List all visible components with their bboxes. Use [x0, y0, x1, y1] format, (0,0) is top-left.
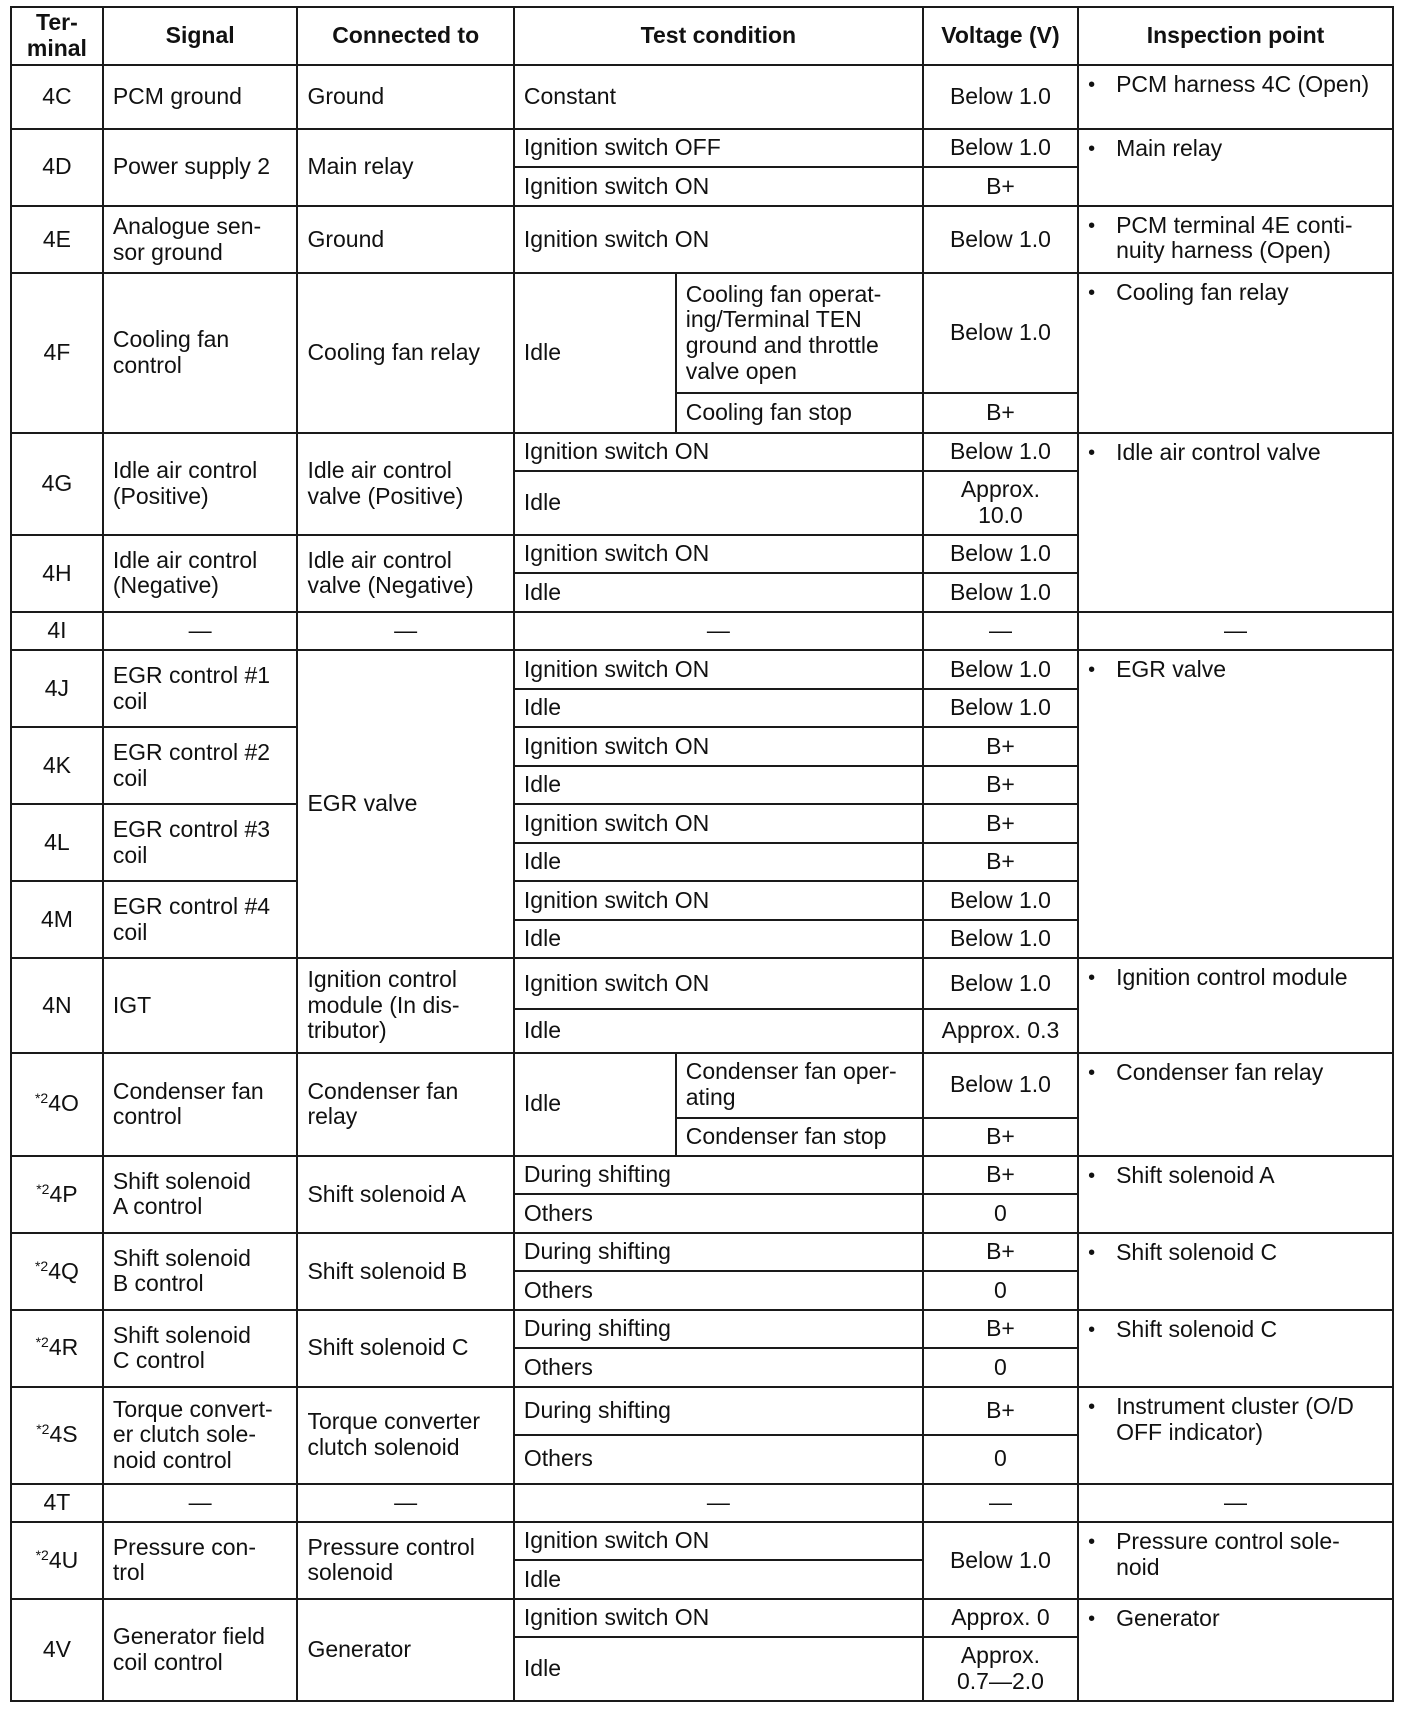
- voltage-cell: 0: [923, 1271, 1078, 1309]
- header-terminal: Ter- minal: [11, 7, 103, 65]
- signal-cell: Condenser fan control: [103, 1053, 298, 1156]
- terminal-label: 4S: [49, 1421, 78, 1448]
- header-test-condition: Test condition: [514, 7, 923, 65]
- footnote-mark: *2: [35, 1334, 49, 1351]
- condition-cell: During shifting: [514, 1233, 923, 1271]
- header-signal: Signal: [103, 7, 298, 65]
- condition-cell: Ignition switch ON: [514, 167, 923, 205]
- condition-cell: Ignition switch ON: [514, 958, 923, 1009]
- signal-cell: EGR control #2 coil: [103, 727, 298, 804]
- inspection-text: Shift solenoid C: [1116, 1238, 1278, 1265]
- signal-cell: Torque convert- er clutch sole- noid control: [103, 1387, 298, 1484]
- sub-condition-cell: Cooling fan operat- ing/Terminal TEN ground and throttle valve open: [676, 273, 923, 393]
- condition-cell: Idle: [514, 1009, 923, 1053]
- terminal-cell: 4G: [11, 433, 103, 535]
- empty-dash: —: [297, 612, 513, 650]
- table-row: [11, 433, 1393, 471]
- terminal-cell: [11, 1387, 103, 1484]
- voltage-cell: Approx. 0: [923, 1599, 1078, 1637]
- signal-cell: Cooling fan control: [103, 273, 298, 432]
- empty-dash: —: [514, 612, 923, 650]
- terminal-cell: 4N: [11, 958, 103, 1053]
- bullet-icon: •: [1088, 441, 1096, 464]
- condition-cell: Others: [514, 1194, 923, 1232]
- table-row: [11, 612, 1393, 650]
- condition-cell: Ignition switch ON: [514, 881, 923, 919]
- voltage-cell: Approx. 0.3: [923, 1009, 1078, 1053]
- bullet-icon: •: [1088, 137, 1096, 160]
- terminal-cell: 4J: [11, 650, 103, 727]
- signal-cell: PCM ground: [103, 65, 298, 129]
- table-row: [11, 129, 1393, 167]
- empty-dash: —: [923, 1484, 1078, 1522]
- condition-cell: Ignition switch ON: [514, 650, 923, 688]
- inspection-cell: [1078, 1387, 1393, 1484]
- table-row: [11, 1156, 1393, 1194]
- voltage-cell: Below 1.0: [923, 273, 1078, 393]
- table-row: [11, 1310, 1393, 1348]
- table-row: [11, 650, 1393, 688]
- signal-cell: Shift solenoid A control: [103, 1156, 298, 1233]
- condition-cell: Ignition switch ON: [514, 535, 923, 573]
- terminal-voltage-table: [10, 6, 1394, 1702]
- terminal-cell: [11, 1522, 103, 1599]
- terminal-label: 4R: [48, 1334, 79, 1361]
- inspection-text: Pressure control sole- noid: [1116, 1528, 1340, 1580]
- terminal-cell: 4V: [11, 1599, 103, 1701]
- voltage-cell: Below 1.0: [923, 881, 1078, 919]
- condition-cell: Others: [514, 1271, 923, 1309]
- bullet-icon: •: [1088, 282, 1096, 305]
- voltage-cell: Approx. 10.0: [923, 471, 1078, 535]
- connected-cell: Ground: [297, 206, 513, 274]
- voltage-cell: Below 1.0: [923, 433, 1078, 471]
- connected-cell: Shift solenoid A: [297, 1156, 513, 1233]
- signal-cell: Shift solenoid B control: [103, 1233, 298, 1310]
- condition-cell: Ignition switch ON: [514, 727, 923, 765]
- terminal-cell: [11, 1310, 103, 1387]
- condition-cell: Idle: [514, 689, 923, 727]
- bullet-icon: •: [1088, 1607, 1096, 1630]
- voltage-cell: Below 1.0: [923, 650, 1078, 688]
- signal-cell: Idle air control (Positive): [103, 433, 298, 535]
- inspection-cell: [1078, 129, 1393, 206]
- terminal-cell: 4L: [11, 804, 103, 881]
- terminal-cell: [11, 1156, 103, 1233]
- condition-cell: Constant: [514, 65, 923, 129]
- inspection-cell: [1078, 1233, 1393, 1310]
- terminal-cell: 4D: [11, 129, 103, 206]
- inspection-cell: [1078, 65, 1393, 129]
- footnote-mark: *2: [36, 1421, 50, 1438]
- inspection-cell: [1078, 1156, 1393, 1233]
- terminal-label: 4Q: [48, 1257, 79, 1284]
- header-inspection-point: Inspection point: [1078, 7, 1393, 65]
- inspection-cell: [1078, 433, 1393, 612]
- inspection-text: Shift solenoid A: [1116, 1161, 1275, 1188]
- condition-cell: Ignition switch ON: [514, 1522, 923, 1560]
- bullet-icon: •: [1088, 1395, 1096, 1418]
- condition-cell: During shifting: [514, 1156, 923, 1194]
- voltage-cell: B+: [923, 1310, 1078, 1348]
- table-row: [11, 1053, 1393, 1118]
- voltage-cell: 0: [923, 1435, 1078, 1483]
- connected-cell: Pressure control solenoid: [297, 1522, 513, 1599]
- footnote-mark: *2: [35, 1546, 49, 1563]
- bullet-icon: •: [1088, 1531, 1096, 1553]
- condition-cell: Idle: [514, 471, 923, 535]
- terminal-cell: 4C: [11, 65, 103, 129]
- condition-cell: Ignition switch ON: [514, 433, 923, 471]
- voltage-cell: Below 1.0: [923, 1522, 1078, 1599]
- terminal-cell: [11, 1053, 103, 1156]
- sub-condition-cell: Cooling fan stop: [676, 393, 923, 433]
- connected-cell: Idle air control valve (Negative): [297, 535, 513, 612]
- table-row: [11, 1233, 1393, 1271]
- inspection-text: PCM terminal 4E conti- nuity harness (Open): [1116, 211, 1353, 264]
- condition-cell: Idle: [514, 1560, 923, 1598]
- inspection-text: Instrument cluster (O/D OFF indicator): [1116, 1392, 1354, 1445]
- terminal-cell: 4I: [11, 612, 103, 650]
- footnote-mark: *2: [34, 1257, 49, 1274]
- table-row: [11, 1484, 1393, 1522]
- empty-dash: —: [923, 612, 1078, 650]
- signal-cell: Shift solenoid C control: [103, 1310, 298, 1387]
- inspection-text: Main relay: [1116, 134, 1223, 161]
- footnote-mark: *2: [36, 1180, 50, 1197]
- condition-cell: During shifting: [514, 1387, 923, 1435]
- voltage-cell: Below 1.0: [923, 920, 1078, 958]
- voltage-cell: Below 1.0: [923, 535, 1078, 573]
- connected-cell: Main relay: [297, 129, 513, 206]
- voltage-cell: Below 1.0: [923, 206, 1078, 274]
- connected-cell: Ground: [297, 65, 513, 129]
- condition-cell: Idle: [514, 1637, 923, 1701]
- voltage-cell: B+: [923, 1118, 1078, 1156]
- condition-cell: Ignition switch OFF: [514, 129, 923, 167]
- bullet-icon: •: [1088, 967, 1096, 990]
- voltage-cell: B+: [923, 167, 1078, 205]
- voltage-cell: Below 1.0: [923, 573, 1078, 611]
- condition-cell: Idle: [514, 573, 923, 611]
- empty-dash: —: [1078, 612, 1393, 650]
- table-row: [11, 958, 1393, 1009]
- terminal-cell: 4K: [11, 727, 103, 804]
- signal-cell: EGR control #4 coil: [103, 881, 298, 958]
- connected-cell: Shift solenoid C: [297, 1310, 513, 1387]
- bullet-icon: •: [1088, 659, 1096, 682]
- connected-cell: Torque converter clutch solenoid: [297, 1387, 513, 1484]
- connected-cell: Generator: [297, 1599, 513, 1701]
- condition-cell: During shifting: [514, 1310, 923, 1348]
- empty-dash: —: [1078, 1484, 1393, 1522]
- condition-cell: Idle: [514, 843, 923, 881]
- empty-dash: —: [297, 1484, 513, 1522]
- table-row: [11, 1599, 1393, 1637]
- voltage-cell: B+: [923, 1233, 1078, 1271]
- condition-cell: Idle: [514, 920, 923, 958]
- inspection-text: Condenser fan relay: [1116, 1058, 1324, 1085]
- terminal-cell: 4E: [11, 206, 103, 274]
- signal-cell: Power supply 2: [103, 129, 298, 206]
- condition-cell: Ignition switch ON: [514, 804, 923, 842]
- inspection-cell: [1078, 206, 1393, 274]
- terminal-label: 4P: [49, 1180, 78, 1207]
- inspection-text: Cooling fan relay: [1116, 279, 1289, 306]
- signal-cell: Idle air control (Negative): [103, 535, 298, 612]
- table-row: [11, 206, 1393, 274]
- connected-cell: Cooling fan relay: [297, 273, 513, 432]
- inspection-text: Ignition control module: [1116, 964, 1348, 991]
- inspection-text: Generator: [1116, 1604, 1220, 1631]
- empty-dash: —: [103, 612, 298, 650]
- connected-cell: Idle air control valve (Positive): [297, 433, 513, 535]
- table-row: [11, 65, 1393, 129]
- inspection-text: Idle air control valve: [1116, 438, 1321, 465]
- voltage-cell: Below 1.0: [923, 958, 1078, 1009]
- terminal-cell: [11, 1233, 103, 1310]
- voltage-cell: B+: [923, 1387, 1078, 1435]
- voltage-cell: Below 1.0: [923, 129, 1078, 167]
- inspection-cell: [1078, 1053, 1393, 1156]
- footnote-mark: *2: [34, 1090, 49, 1107]
- voltage-cell: B+: [923, 393, 1078, 433]
- inspection-cell: [1078, 1522, 1393, 1599]
- table-row: [11, 1522, 1393, 1560]
- voltage-cell: B+: [923, 766, 1078, 804]
- voltage-cell: 0: [923, 1348, 1078, 1386]
- terminal-cell: 4H: [11, 535, 103, 612]
- inspection-cell: [1078, 650, 1393, 958]
- condition-cell: Idle: [514, 273, 676, 432]
- signal-cell: Pressure con- trol: [103, 1522, 298, 1599]
- inspection-cell: [1078, 1599, 1393, 1701]
- signal-cell: Generator field coil control: [103, 1599, 298, 1701]
- terminal-label: 4U: [48, 1546, 79, 1573]
- signal-cell: EGR control #3 coil: [103, 804, 298, 881]
- bullet-icon: •: [1088, 1061, 1096, 1084]
- terminal-cell: 4T: [11, 1484, 103, 1522]
- bullet-icon: •: [1088, 1241, 1096, 1264]
- table-row: [11, 1387, 1393, 1435]
- signal-cell: IGT: [103, 958, 298, 1053]
- condition-cell: Others: [514, 1348, 923, 1386]
- sub-condition-cell: Condenser fan oper- ating: [676, 1053, 923, 1118]
- connected-cell: Condenser fan relay: [297, 1053, 513, 1156]
- voltage-cell: Below 1.0: [923, 1053, 1078, 1118]
- sub-condition-cell: Condenser fan stop: [676, 1118, 923, 1156]
- terminal-label: 4O: [48, 1090, 79, 1117]
- inspection-cell: [1078, 273, 1393, 432]
- inspection-cell: [1078, 1310, 1393, 1387]
- empty-dash: —: [103, 1484, 298, 1522]
- table-row: [11, 273, 1393, 393]
- voltage-cell: B+: [923, 1156, 1078, 1194]
- condition-cell: Ignition switch ON: [514, 1599, 923, 1637]
- empty-dash: —: [514, 1484, 923, 1522]
- terminal-cell: 4M: [11, 881, 103, 958]
- voltage-cell: B+: [923, 843, 1078, 881]
- condition-cell: Ignition switch ON: [514, 206, 923, 274]
- inspection-text: EGR valve: [1116, 656, 1227, 683]
- signal-cell: EGR control #1 coil: [103, 650, 298, 727]
- connected-cell: Shift solenoid B: [297, 1233, 513, 1310]
- condition-cell: Others: [514, 1435, 923, 1483]
- condition-cell: Idle: [514, 766, 923, 804]
- voltage-cell: Below 1.0: [923, 689, 1078, 727]
- voltage-cell: B+: [923, 727, 1078, 765]
- header-voltage: Voltage (V): [923, 7, 1078, 65]
- signal-cell: Analogue sen- sor ground: [103, 206, 298, 274]
- terminal-cell: 4F: [11, 273, 103, 432]
- inspection-cell: [1078, 958, 1393, 1053]
- condition-cell: Idle: [514, 1053, 676, 1156]
- voltage-cell: Approx. 0.7—2.0: [923, 1637, 1078, 1701]
- bullet-icon: •: [1088, 74, 1096, 96]
- bullet-icon: •: [1088, 1318, 1096, 1341]
- bullet-icon: •: [1088, 214, 1096, 237]
- header-row: [11, 7, 1393, 65]
- voltage-cell: 0: [923, 1194, 1078, 1232]
- inspection-text: PCM harness 4C (Open): [1116, 71, 1370, 97]
- connected-cell: Ignition control module (In dis- tributor): [297, 958, 513, 1053]
- voltage-cell: Below 1.0: [923, 65, 1078, 129]
- voltage-cell: B+: [923, 804, 1078, 842]
- inspection-text: Shift solenoid C: [1116, 1315, 1278, 1342]
- bullet-icon: •: [1088, 1164, 1096, 1187]
- connected-cell: EGR valve: [297, 650, 513, 958]
- header-connected-to: Connected to: [297, 7, 513, 65]
